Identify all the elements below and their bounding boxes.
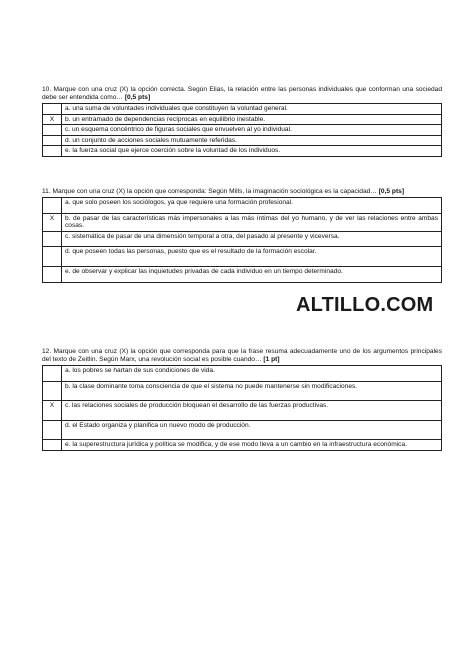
option-text: c. las relaciones sociales de producción bloquean el desarrollo de las fuerzas productivas. <box>62 401 442 421</box>
option-text: a. que solo poseen los sociólogos, ya que requiere una formación profesional. <box>62 198 442 214</box>
option-text: c. sistemática de pasar de una dimensión temporal a otra, del pasado al presente y viceversa. <box>62 231 442 247</box>
option-row <box>43 247 442 267</box>
question-text <box>42 348 442 364</box>
option-mark[interactable]: X <box>43 213 62 231</box>
option-mark[interactable] <box>43 420 62 440</box>
option-row <box>43 146 442 157</box>
option-text: c. un esquema concéntrico de figuras sociales que envuelven al yo individual. <box>62 125 442 136</box>
option-row <box>43 114 442 125</box>
option-row <box>43 231 442 247</box>
option-mark[interactable]: X <box>43 401 62 421</box>
option-mark[interactable] <box>43 440 62 451</box>
question-prompt: 11. Marque con una cruz (X) la opción que corresponda: Según Mills, la imaginación sociológica es la capacidad… <box>42 188 377 195</box>
option-text: b. la clase dominante toma consciencia de que el sistema no puede mantenerse sin modificaciones. <box>62 381 442 401</box>
option-mark[interactable] <box>43 146 62 157</box>
question-12 <box>42 348 442 451</box>
option-mark[interactable]: X <box>43 114 62 125</box>
option-row <box>43 135 442 146</box>
options-table <box>42 103 442 157</box>
question-points: [0,5 pts] <box>124 94 151 101</box>
question-text <box>42 188 442 196</box>
option-row <box>43 198 442 214</box>
question-points: [1 pt] <box>263 356 280 363</box>
question-11 <box>42 188 442 283</box>
option-text: e. la fuerza social que ejerce coerción sobre la voluntad de los individuos. <box>62 146 442 157</box>
option-text: d. un conjunto de acciones sociales mutuamente referidas. <box>62 135 442 146</box>
option-text: d. el Estado organiza y planifica un nuevo modo de producción. <box>62 420 442 440</box>
option-mark[interactable] <box>43 247 62 267</box>
option-row <box>43 401 442 421</box>
option-mark[interactable] <box>43 231 62 247</box>
options-table <box>42 197 442 283</box>
question-10 <box>42 86 442 157</box>
option-row <box>43 420 442 440</box>
option-text: e. la superestructura jurídica y política se modifica, y de ese modo lleva a un cambio en la infraestructura económica. <box>62 440 442 451</box>
option-row <box>43 266 442 282</box>
option-row <box>43 104 442 115</box>
option-mark[interactable] <box>43 125 62 136</box>
option-row <box>43 381 442 401</box>
option-row <box>43 366 442 382</box>
option-text: b. un entramado de dependencias recíprocas en equilibrio inestable. <box>62 114 442 125</box>
option-text: e. de observar y explicar las inquietudes privadas de cada individuo en un tiempo determinado. <box>62 266 442 282</box>
option-mark[interactable] <box>43 135 62 146</box>
question-points: [0,5 pts] <box>378 188 405 195</box>
question-text <box>42 86 442 102</box>
option-text: b. de pasar de las características más impersonales a las más íntimas del yo humano, y de ver las relaciones entre ambas cosas. <box>62 213 442 231</box>
option-text: d. que poseen todas las personas, puesto que es el resultado de la formación escolar. <box>62 247 442 267</box>
option-mark[interactable] <box>43 381 62 401</box>
option-mark[interactable] <box>43 266 62 282</box>
options-table <box>42 365 442 451</box>
watermark-logo: ALTILLO.COM <box>296 294 434 316</box>
option-row <box>43 440 442 451</box>
option-row <box>43 213 442 231</box>
option-row <box>43 125 442 136</box>
option-text: a. los pobres se hartan de sus condiciones de vida. <box>62 366 442 382</box>
option-text: a. una suma de voluntades individuales que constituyen la voluntad general. <box>62 104 442 115</box>
option-mark[interactable] <box>43 104 62 115</box>
question-prompt: 12. Marque con una cruz (X) la opción que corresponda para que la frase resuma adecuadamente uno de los argumentos principales del texto de Zeitlin. Según Marx, una revolución social es posible cuando… <box>42 348 442 363</box>
question-prompt: 10. Marque con una cruz (X) la opción correcta. Según Elias, la relación entre las personas individuales que conforman una sociedad debe ser entendida como… <box>42 86 442 101</box>
option-mark[interactable] <box>43 366 62 382</box>
option-mark[interactable] <box>43 198 62 214</box>
